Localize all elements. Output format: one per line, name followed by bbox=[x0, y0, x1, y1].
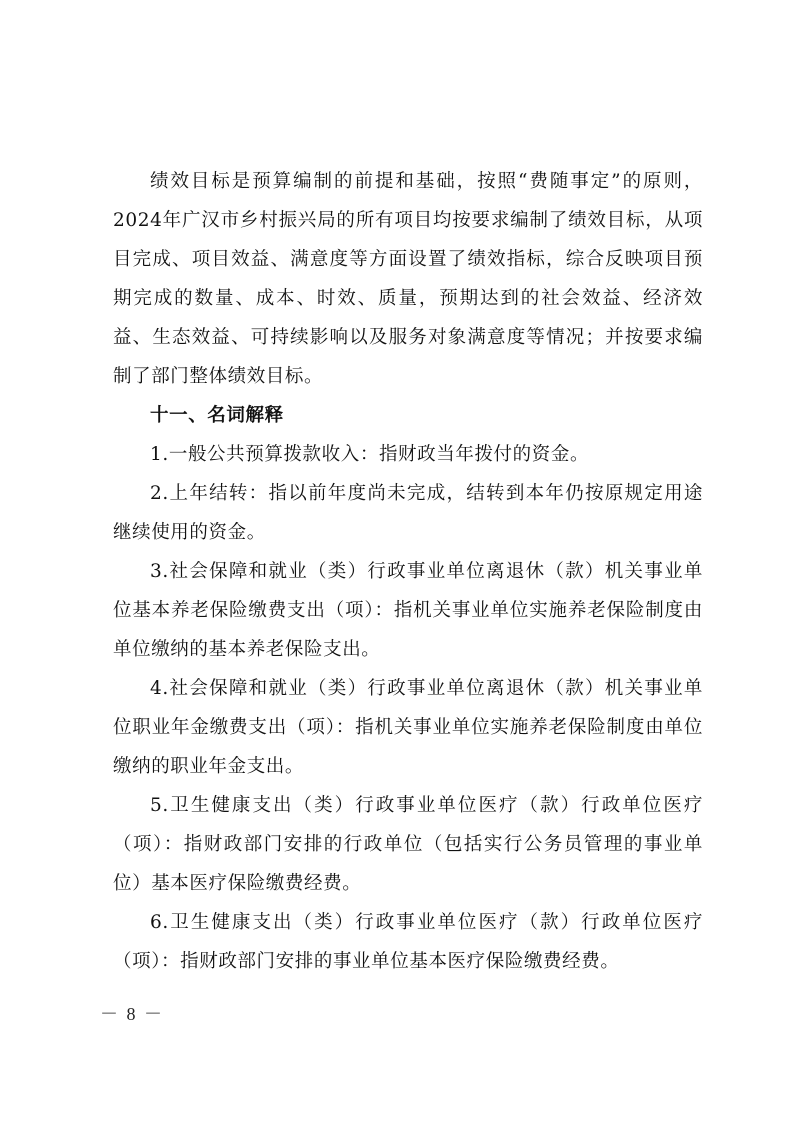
glossary-item-1: 1.一般公共预算拨款收入：指财政当年拨付的资金。 bbox=[150, 444, 590, 465]
page-number: － 8 － bbox=[100, 1004, 164, 1024]
performance-goals-paragraph: 绩效目标是预算编制的前提和基础，按照“费随事定”的原则，2024年广汉市乡村振兴局的所有项目均按要求编制了绩效目标，从项目完成、项目效益、满意度等方面设置了绩效指标，综合反映项目预期完成的数量、成本、时效、质量，预期达到的社会效益、经济效益、生态效益、可持续影响以及服务对象满意度等情况；并按要求编制了部门整体绩效目标。 bbox=[113, 171, 703, 387]
section-heading-glossary: 十一、名词解释 bbox=[150, 405, 284, 426]
glossary-item-2: 2.上年结转：指以前年度尚未完成，结转到本年仍按原规定用途继续使用的资金。 bbox=[113, 483, 703, 543]
glossary-item-5: 5.卫生健康支出（类）行政事业单位医疗（款）行政单位医疗（项）：指财政部门安排的行政单位（包括实行公务员管理的事业单位）基本医疗保险缴费经费。 bbox=[113, 795, 703, 894]
glossary-item-6: 6.卫生健康支出（类）行政事业单位医疗（款）行政单位医疗（项）：指财政部门安排的事业单位基本医疗保险缴费经费。 bbox=[113, 912, 703, 972]
glossary-item-3: 3.社会保障和就业（类）行政事业单位离退休（款）机关事业单位基本养老保险缴费支出（项）：指机关事业单位实施养老保险制度由单位缴纳的基本养老保险支出。 bbox=[113, 561, 703, 660]
glossary-item-4: 4.社会保障和就业（类）行政事业单位离退休（款）机关事业单位职业年金缴费支出（项）：指机关事业单位实施养老保险制度由单位缴纳的职业年金支出。 bbox=[113, 678, 703, 777]
document-body bbox=[113, 162, 703, 981]
